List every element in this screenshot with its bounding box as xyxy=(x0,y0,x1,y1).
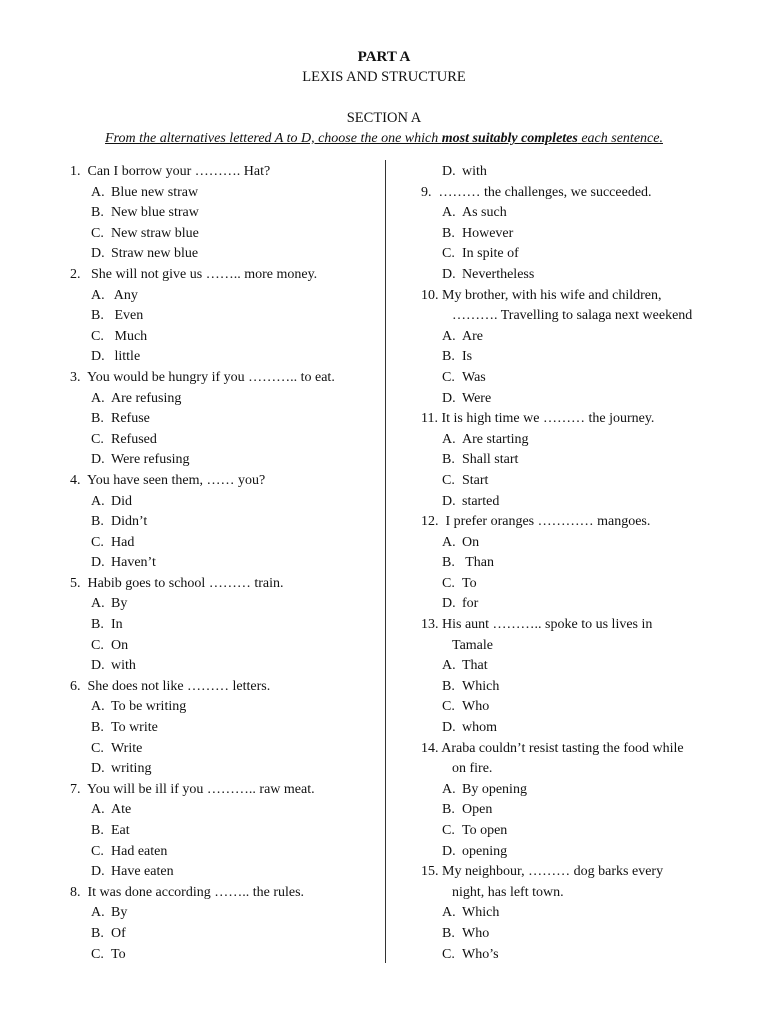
question-number: 4. xyxy=(70,472,81,488)
answer-option xyxy=(421,265,741,286)
option-text: Were refusing xyxy=(111,452,190,468)
question-number: 3. xyxy=(70,369,81,385)
answer-option xyxy=(70,697,375,718)
option-letter: A. xyxy=(91,905,105,921)
question-number: 1. xyxy=(70,164,81,179)
question-line xyxy=(70,677,375,698)
answer-option xyxy=(421,718,741,739)
answer-option xyxy=(421,574,741,595)
option-letter: B. xyxy=(91,308,104,324)
option-text: Write xyxy=(111,740,143,756)
question-text: My brother, with his wife and children, xyxy=(438,287,662,303)
question-text: ………. Travelling to salaga next weekend xyxy=(452,308,693,324)
option-text: Didn’t xyxy=(111,514,148,530)
option-letter: C. xyxy=(91,328,104,344)
answer-option xyxy=(70,800,375,821)
option-letter: B. xyxy=(442,678,455,694)
option-letter: D. xyxy=(91,246,105,262)
option-letter: A. xyxy=(91,184,105,200)
option-letter: B. xyxy=(91,411,104,427)
question-number: 11. xyxy=(421,411,438,427)
question-number: 6. xyxy=(70,678,81,694)
option-letter: C. xyxy=(442,699,455,715)
option-letter: D. xyxy=(442,596,456,612)
option-letter: B. xyxy=(91,720,104,736)
option-letter: D. xyxy=(442,266,456,282)
answer-option xyxy=(70,656,375,677)
question-text: You have seen them, …… you? xyxy=(80,472,266,488)
right-question-column xyxy=(421,162,741,965)
question-text: Habib goes to school ……… train. xyxy=(80,575,284,591)
answer-option xyxy=(70,244,375,265)
option-letter: D. xyxy=(442,493,456,509)
option-letter: A. xyxy=(91,287,105,303)
question-number: 14. xyxy=(421,740,439,756)
question-text: She does not like ……… letters. xyxy=(80,678,271,694)
option-text: Of xyxy=(111,925,126,941)
answer-option xyxy=(421,368,741,389)
option-text: Had xyxy=(111,534,135,550)
option-text: Were xyxy=(462,390,492,406)
option-text: On xyxy=(111,637,129,653)
answer-option xyxy=(70,924,375,945)
option-text: Have eaten xyxy=(111,864,174,880)
option-letter: C. xyxy=(442,246,455,262)
option-text: By xyxy=(111,596,128,612)
question-line xyxy=(421,739,741,760)
option-text: Ate xyxy=(111,802,132,818)
page-title: PART A xyxy=(357,49,411,65)
question-text: I prefer oranges ………… mangoes. xyxy=(438,514,651,530)
option-letter: B. xyxy=(91,205,104,221)
option-letter: D. xyxy=(91,761,105,777)
option-text: Did xyxy=(111,493,132,509)
question-text: Araba couldn’t resist tasting the food while xyxy=(438,740,684,756)
option-letter: D. xyxy=(442,390,456,406)
answer-option xyxy=(421,553,741,574)
question-text: His aunt ……….. spoke to us lives in xyxy=(438,617,653,633)
question-line xyxy=(70,780,375,801)
question-line xyxy=(421,409,741,430)
answer-option xyxy=(421,594,741,615)
answer-option xyxy=(70,862,375,883)
option-text: Which xyxy=(462,905,500,921)
answer-option xyxy=(421,842,741,863)
answer-option xyxy=(421,430,741,451)
answer-option xyxy=(70,430,375,451)
option-text: That xyxy=(462,658,488,674)
option-letter: A. xyxy=(442,534,456,550)
question-text: You would be hungry if you ……….. to eat. xyxy=(80,369,335,385)
option-text: Had eaten xyxy=(111,843,168,859)
answer-option xyxy=(421,800,741,821)
answer-option xyxy=(421,697,741,718)
question-line xyxy=(421,183,741,204)
answer-option xyxy=(70,553,375,574)
question-number: 15. xyxy=(421,864,439,880)
answer-option xyxy=(70,615,375,636)
answer-option xyxy=(70,286,375,307)
question-text: It is high time we ……… the journey. xyxy=(437,411,655,427)
option-text: Who’s xyxy=(462,946,499,962)
answer-option xyxy=(70,512,375,533)
option-text: However xyxy=(462,225,514,241)
question-text: ……… the challenges, we succeeded. xyxy=(431,184,652,200)
option-letter: A. xyxy=(442,205,456,221)
option-letter: C. xyxy=(91,225,104,241)
option-letter: B. xyxy=(442,349,455,365)
option-letter: D. xyxy=(91,349,105,365)
question-line xyxy=(70,368,375,389)
section-title: SECTION A xyxy=(346,110,422,126)
option-letter: B. xyxy=(442,225,455,241)
answer-option xyxy=(70,718,375,739)
option-text: Blue new straw xyxy=(111,184,199,200)
question-number: 13. xyxy=(421,617,439,633)
question-line xyxy=(70,471,375,492)
answer-option xyxy=(421,162,741,183)
answer-option xyxy=(70,306,375,327)
answer-option xyxy=(70,203,375,224)
option-letter: A. xyxy=(91,596,105,612)
answer-option xyxy=(421,244,741,265)
option-letter: C. xyxy=(91,843,104,859)
question-text: My neighbour, ……… dog barks every xyxy=(438,864,664,880)
answer-option xyxy=(421,347,741,368)
option-text: Start xyxy=(462,472,489,488)
option-letter: A. xyxy=(442,905,456,921)
option-text: opening xyxy=(462,843,508,859)
option-text: Who xyxy=(462,699,490,715)
answer-option xyxy=(421,471,741,492)
question-line xyxy=(70,265,375,286)
question-number: 9. xyxy=(421,184,432,200)
option-text: Who xyxy=(462,925,490,941)
option-letter: C. xyxy=(91,946,104,962)
instruction-text-pre: From the alternatives lettered A to D, choose the one which xyxy=(105,131,442,146)
option-letter: A. xyxy=(91,699,105,715)
answer-option xyxy=(70,533,375,554)
page-subtitle: LEXIS AND STRUCTURE xyxy=(302,69,466,85)
option-text: To be writing xyxy=(111,699,187,715)
question-line xyxy=(421,286,741,307)
option-text: for xyxy=(462,596,479,612)
answer-option xyxy=(421,677,741,698)
option-text: Haven’t xyxy=(111,555,156,571)
option-text: Shall start xyxy=(462,452,519,468)
option-text: Refused xyxy=(111,431,157,447)
answer-option xyxy=(421,450,741,471)
column-divider xyxy=(385,160,386,963)
instruction xyxy=(0,131,768,147)
option-letter: A. xyxy=(442,781,456,797)
option-text: To open xyxy=(462,823,508,838)
option-text: writing xyxy=(111,761,152,777)
left-question-column xyxy=(70,162,375,965)
option-text: In spite of xyxy=(462,246,519,262)
option-text: little xyxy=(111,349,141,365)
answer-option xyxy=(70,903,375,924)
answer-option xyxy=(70,594,375,615)
option-letter: B. xyxy=(91,514,104,530)
answer-option xyxy=(421,924,741,945)
question-text: It was done according …….. the rules. xyxy=(80,884,305,900)
question-line xyxy=(421,862,741,883)
option-letter: C. xyxy=(91,431,104,447)
option-letter: C. xyxy=(442,369,455,385)
option-text: Was xyxy=(462,369,486,385)
option-letter: C. xyxy=(91,637,104,653)
option-letter: C. xyxy=(442,823,455,838)
answer-option xyxy=(70,327,375,348)
option-letter: D. xyxy=(91,555,105,571)
answer-option xyxy=(70,842,375,863)
option-letter: A. xyxy=(91,802,105,818)
answer-option xyxy=(421,327,741,348)
question-text: She will not give us …….. more money. xyxy=(80,266,318,282)
answer-option xyxy=(421,492,741,513)
option-letter: B. xyxy=(442,555,455,571)
option-letter: A. xyxy=(91,390,105,406)
option-text: with xyxy=(462,164,487,179)
option-text: On xyxy=(462,534,480,550)
question-line xyxy=(421,512,741,533)
option-text: New straw blue xyxy=(111,225,199,241)
question-continuation xyxy=(421,759,741,780)
answer-option xyxy=(421,903,741,924)
option-text: Eat xyxy=(111,823,130,838)
option-letter: D. xyxy=(442,164,456,179)
answer-option xyxy=(421,533,741,554)
option-text: To xyxy=(111,946,126,962)
option-letter: B. xyxy=(442,802,455,818)
answer-option xyxy=(421,224,741,245)
option-text: Straw new blue xyxy=(111,246,199,262)
option-letter: D. xyxy=(91,658,105,674)
option-text: Than xyxy=(462,555,495,571)
option-text: Are starting xyxy=(462,431,529,447)
answer-option xyxy=(70,409,375,430)
answer-option xyxy=(70,636,375,657)
answer-option xyxy=(70,945,375,966)
option-text: Much xyxy=(111,328,148,344)
option-letter: A. xyxy=(91,493,105,509)
question-continuation xyxy=(421,883,741,904)
option-letter: A. xyxy=(442,658,456,674)
question-number: 5. xyxy=(70,575,81,591)
option-letter: C. xyxy=(91,534,104,550)
answer-option xyxy=(421,945,741,966)
question-number: 10. xyxy=(421,287,439,303)
answer-option xyxy=(70,347,375,368)
option-text: To write xyxy=(111,720,158,736)
option-text: New blue straw xyxy=(111,205,199,221)
option-letter: C. xyxy=(442,472,455,488)
question-number: 7. xyxy=(70,781,81,797)
question-number: 12. xyxy=(421,514,439,530)
question-text: Can I borrow your ………. Hat? xyxy=(80,164,271,179)
option-text: As such xyxy=(462,205,507,221)
option-text: Refuse xyxy=(111,411,150,427)
answer-option xyxy=(70,183,375,204)
question-line xyxy=(70,574,375,595)
instruction-emphasis: most suitably completes xyxy=(441,131,578,146)
option-text: To xyxy=(462,575,477,591)
answer-option xyxy=(70,492,375,513)
option-text: Nevertheless xyxy=(462,266,535,282)
option-text: whom xyxy=(462,720,497,736)
option-letter: C. xyxy=(442,575,455,591)
option-letter: D. xyxy=(91,864,105,880)
option-text: Are refusing xyxy=(111,390,182,406)
option-letter: B. xyxy=(91,925,104,941)
option-text: with xyxy=(111,658,136,674)
question-text: night, has left town. xyxy=(452,884,564,900)
option-letter: D. xyxy=(91,452,105,468)
option-text: Open xyxy=(462,802,493,818)
question-line xyxy=(421,615,741,636)
answer-option xyxy=(70,224,375,245)
option-text: In xyxy=(111,617,123,633)
option-letter: A. xyxy=(442,431,456,447)
answer-option xyxy=(421,389,741,410)
answer-option xyxy=(70,450,375,471)
option-text: Which xyxy=(462,678,500,694)
option-text: By opening xyxy=(462,781,527,797)
answer-option xyxy=(421,821,741,842)
question-continuation xyxy=(421,306,741,327)
answer-option xyxy=(421,203,741,224)
question-text: You will be ill if you ……….. raw meat. xyxy=(80,781,315,797)
answer-option xyxy=(421,780,741,801)
answer-option xyxy=(70,821,375,842)
option-text: Is xyxy=(462,349,473,365)
option-text: By xyxy=(111,905,128,921)
question-text: Tamale xyxy=(452,637,493,653)
option-letter: D. xyxy=(442,720,456,736)
option-text: Are xyxy=(462,328,483,344)
option-letter: B. xyxy=(442,452,455,468)
answer-option xyxy=(421,656,741,677)
option-text: Even xyxy=(111,308,144,324)
answer-option xyxy=(70,759,375,780)
option-letter: C. xyxy=(442,946,455,962)
question-number: 2. xyxy=(70,266,81,282)
option-letter: B. xyxy=(91,823,104,838)
option-letter: C. xyxy=(91,740,104,756)
option-letter: A. xyxy=(442,328,456,344)
option-text: Any xyxy=(111,287,138,303)
answer-option xyxy=(70,739,375,760)
question-text: on fire. xyxy=(452,761,493,777)
question-line xyxy=(70,162,375,183)
option-letter: B. xyxy=(442,925,455,941)
question-continuation xyxy=(421,636,741,657)
instruction-text-post: each sentence. xyxy=(577,131,663,146)
answer-option xyxy=(70,389,375,410)
question-line xyxy=(70,883,375,904)
option-text: started xyxy=(462,493,500,509)
question-number: 8. xyxy=(70,884,81,900)
option-letter: D. xyxy=(442,843,456,859)
option-letter: B. xyxy=(91,617,104,633)
